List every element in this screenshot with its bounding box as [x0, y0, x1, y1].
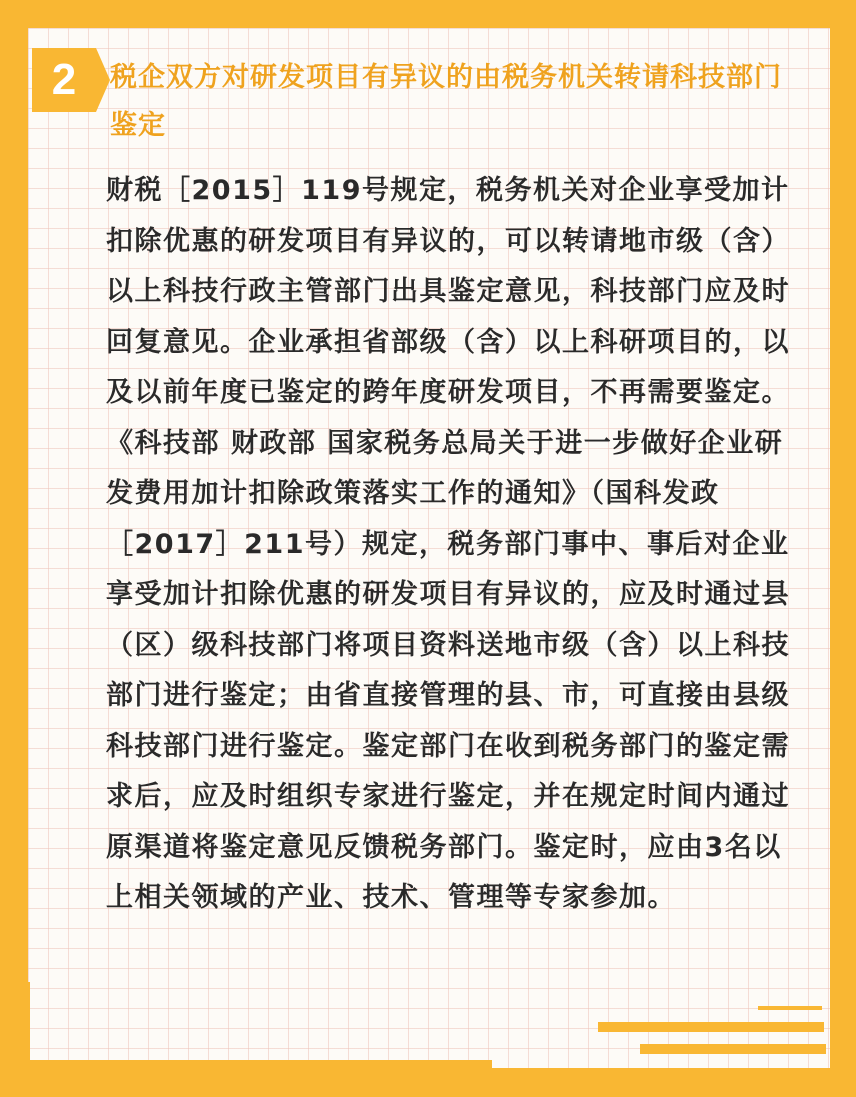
section-number-badge — [32, 48, 96, 112]
section-number: 2 — [51, 55, 77, 104]
section-title: 税企双方对研发项目有异议的由税务机关转请科技部门鉴定 — [110, 62, 782, 141]
decorative-bottom-bar — [14, 1060, 492, 1076]
paragraph: 《科技部 财政部 国家税务总局关于进一步做好企业研发费用加计扣除政策落实工作的通知》（国科发政［2017］211号）规定，税务部门事中、事后对企业享受加计扣除优惠的研发项目有异议的，应及时通过县（区）级科技部门将项目资料送地市级（含）以上科技部门进行鉴定；由省直接管理的县、市，可直接由县级科技部门进行鉴定。鉴定部门在收到税务部门的鉴定需求后，应及时组织专家进行鉴定，并在规定时间内通过原渠道将鉴定意见反馈税务部门。鉴定时，应由3名以上相关领域的产业、技术、管理等专家参加。 — [106, 427, 790, 913]
article-body — [106, 166, 806, 924]
decorative-left-bar — [14, 982, 30, 1070]
decorative-stripe — [640, 1044, 826, 1054]
paragraph: 财税［2015］119号规定，税务机关对企业享受加计扣除优惠的研发项目有异议的，可以转请地市级（含）以上科技行政主管部门出具鉴定意见，科技部门应及时回复意见。企业承担省部级（含）以上科研项目的，以及以前年度已鉴定的跨年度研发项目，不再需要鉴定。 — [106, 175, 790, 408]
decorative-stripe — [598, 1022, 824, 1032]
decorative-stripe-thin — [758, 1006, 822, 1010]
